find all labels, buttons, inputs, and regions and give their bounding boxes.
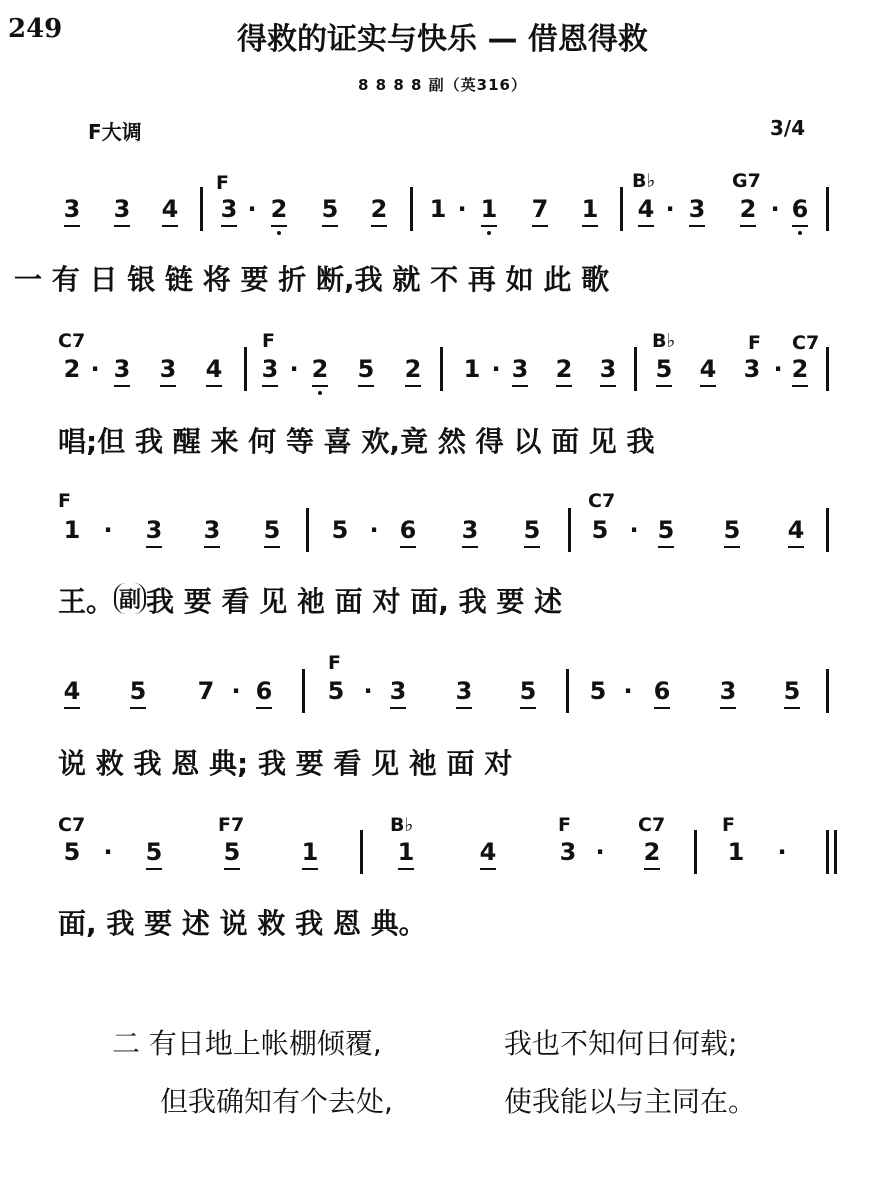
bar-line <box>694 830 697 874</box>
note-underline <box>114 385 130 387</box>
note-underline <box>740 225 756 227</box>
note-underline <box>644 868 660 870</box>
note-1: 1 <box>581 195 599 223</box>
note-underline <box>114 225 130 227</box>
note-underline <box>582 225 598 227</box>
note-6: 6 <box>255 677 273 705</box>
refrain-mark: 副 <box>114 583 146 614</box>
note-1: 1 <box>397 838 415 866</box>
note-5: 5 <box>519 677 537 705</box>
note-5: 5 <box>723 516 741 544</box>
note-1: 1 <box>463 355 481 383</box>
duration-dot: · <box>665 195 675 223</box>
verse2-line2-a: 但我确知有个去处, <box>160 1085 393 1118</box>
note-underline <box>358 385 374 387</box>
note-underline <box>271 225 287 227</box>
note-4: 4 <box>787 516 805 544</box>
duration-dot: · <box>595 838 605 866</box>
bar-line <box>620 187 623 231</box>
chord-symbol: B♭ <box>652 330 676 352</box>
note-underline <box>224 868 240 870</box>
note-underline <box>788 546 804 548</box>
bar-line <box>360 830 363 874</box>
duration-dot: · <box>629 516 639 544</box>
verse2-line2-b: 使我能以与主同在。 <box>504 1085 757 1118</box>
note-2: 2 <box>643 838 661 866</box>
note-3: 3 <box>389 677 407 705</box>
note-2: 2 <box>555 355 573 383</box>
duration-dot: · <box>247 195 257 223</box>
note-3: 3 <box>599 355 617 383</box>
duration-dot: · <box>231 677 241 705</box>
low-octave-dot <box>318 391 322 395</box>
note-underline <box>512 385 528 387</box>
lyric-line-5: 面, 我 要 述 说 救 我 恩 典。 <box>58 907 427 940</box>
note-underline <box>146 868 162 870</box>
chord-symbol: F <box>748 332 761 354</box>
bar-line <box>306 508 309 552</box>
duration-dot: · <box>777 838 787 866</box>
duration-dot: · <box>773 355 783 383</box>
bar-line <box>244 347 247 391</box>
bar-line <box>634 347 637 391</box>
chord-symbol: C7 <box>58 814 86 836</box>
duration-dot: · <box>103 516 113 544</box>
note-underline <box>600 385 616 387</box>
note-1: 1 <box>480 195 498 223</box>
note-underline <box>206 385 222 387</box>
low-octave-dot <box>277 231 281 235</box>
note-underline <box>524 546 540 548</box>
note-underline <box>405 385 421 387</box>
chord-symbol: F <box>58 490 71 512</box>
note-underline <box>146 546 162 548</box>
note-3: 3 <box>743 355 761 383</box>
note-5: 5 <box>129 677 147 705</box>
lyric-line-3-start: 王。 <box>58 585 115 618</box>
note-underline <box>371 225 387 227</box>
note-3: 3 <box>113 195 131 223</box>
note-6: 6 <box>791 195 809 223</box>
note-5: 5 <box>783 677 801 705</box>
note-2: 2 <box>63 355 81 383</box>
note-4: 4 <box>637 195 655 223</box>
note-underline <box>322 225 338 227</box>
chord-symbol: C7 <box>638 814 666 836</box>
note-underline <box>480 868 496 870</box>
note-underline <box>456 707 472 709</box>
note-underline <box>520 707 536 709</box>
note-underline <box>658 546 674 548</box>
note-3: 3 <box>145 516 163 544</box>
note-2: 2 <box>404 355 422 383</box>
note-5: 5 <box>655 355 673 383</box>
lyric-line-1: 一 有 日 银 链 将 要 折 断,我 就 不 再 如 此 歌 <box>14 263 610 296</box>
note-underline <box>638 225 654 227</box>
chord-symbol: B♭ <box>632 170 656 192</box>
note-5: 5 <box>63 838 81 866</box>
note-underline <box>264 546 280 548</box>
note-6: 6 <box>653 677 671 705</box>
bar-line <box>826 669 829 713</box>
chord-symbol: C7 <box>588 490 616 512</box>
note-underline <box>160 385 176 387</box>
note-5: 5 <box>321 195 339 223</box>
note-4: 4 <box>205 355 223 383</box>
note-5: 5 <box>327 677 345 705</box>
bar-line <box>410 187 413 231</box>
note-3: 3 <box>559 838 577 866</box>
hymn-number: 249 <box>8 14 63 44</box>
note-5: 5 <box>591 516 609 544</box>
duration-dot: · <box>103 838 113 866</box>
note-underline <box>700 385 716 387</box>
duration-dot: · <box>457 195 467 223</box>
note-underline <box>792 385 808 387</box>
note-4: 4 <box>479 838 497 866</box>
note-underline <box>556 385 572 387</box>
note-3: 3 <box>688 195 706 223</box>
note-4: 4 <box>63 677 81 705</box>
note-1: 1 <box>727 838 745 866</box>
note-underline <box>720 707 736 709</box>
note-3: 3 <box>455 677 473 705</box>
note-underline <box>784 707 800 709</box>
time-signature: 3/4 <box>770 116 806 140</box>
note-underline <box>532 225 548 227</box>
note-underline <box>162 225 178 227</box>
note-underline <box>724 546 740 548</box>
note-3: 3 <box>719 677 737 705</box>
note-2: 2 <box>270 195 288 223</box>
note-5: 5 <box>523 516 541 544</box>
verse2-line1-b: 我也不知何日何载; <box>504 1027 738 1060</box>
note-2: 2 <box>739 195 757 223</box>
lyric-line-2: 唱;但 我 醒 来 何 等 喜 欢,竟 然 得 以 面 见 我 <box>58 425 655 458</box>
note-5: 5 <box>657 516 675 544</box>
note-underline <box>689 225 705 227</box>
note-underline <box>64 225 80 227</box>
bar-line <box>440 347 443 391</box>
note-underline <box>221 225 237 227</box>
hymn-meter: 8 8 8 8 副（英316） <box>358 76 527 94</box>
chord-symbol: F <box>328 652 341 674</box>
note-1: 1 <box>63 516 81 544</box>
bar-line <box>826 508 829 552</box>
note-5: 5 <box>263 516 281 544</box>
chord-symbol: B♭ <box>390 814 414 836</box>
note-underline <box>656 385 672 387</box>
note-5: 5 <box>357 355 375 383</box>
note-3: 3 <box>511 355 529 383</box>
note-6: 6 <box>399 516 417 544</box>
hymn-title: 得救的证实与快乐 — 借恩得救 <box>237 22 648 57</box>
chord-symbol: F <box>722 814 735 836</box>
chord-symbol: F7 <box>218 814 245 836</box>
note-3: 3 <box>203 516 221 544</box>
note-1: 1 <box>429 195 447 223</box>
lyric-line-4: 说 救 我 恩 典; 我 要 看 见 祂 面 对 <box>58 747 513 780</box>
chord-symbol: C7 <box>58 330 86 352</box>
duration-dot: · <box>770 195 780 223</box>
bar-line <box>200 187 203 231</box>
note-underline <box>400 546 416 548</box>
note-5: 5 <box>331 516 349 544</box>
duration-dot: · <box>623 677 633 705</box>
bar-line <box>568 508 571 552</box>
note-underline <box>462 546 478 548</box>
duration-dot: · <box>363 677 373 705</box>
lyric-line-3-refrain: 我 要 看 见 祂 面 对 面, 我 要 述 <box>146 585 563 618</box>
verse2-line1-a: 二 有日地上帐棚倾覆, <box>112 1027 382 1060</box>
chord-symbol: G7 <box>732 170 761 192</box>
note-underline <box>398 868 414 870</box>
bar-line <box>302 669 305 713</box>
note-5: 5 <box>589 677 607 705</box>
bar-line <box>834 830 837 874</box>
note-underline <box>390 707 406 709</box>
note-4: 4 <box>699 355 717 383</box>
note-underline <box>481 225 497 227</box>
key-signature: F大调 <box>88 120 142 144</box>
note-4: 4 <box>161 195 179 223</box>
bar-line <box>826 347 829 391</box>
note-underline <box>312 385 328 387</box>
bar-line <box>566 669 569 713</box>
duration-dot: · <box>90 355 100 383</box>
duration-dot: · <box>491 355 501 383</box>
note-3: 3 <box>261 355 279 383</box>
note-2: 2 <box>370 195 388 223</box>
note-3: 3 <box>220 195 238 223</box>
lyric-line-3 <box>58 580 562 620</box>
note-2: 2 <box>311 355 329 383</box>
duration-dot: · <box>369 516 379 544</box>
note-5: 5 <box>145 838 163 866</box>
chord-symbol: F <box>558 814 571 836</box>
note-5: 5 <box>223 838 241 866</box>
note-2: 2 <box>791 355 809 383</box>
note-3: 3 <box>63 195 81 223</box>
note-underline <box>256 707 272 709</box>
low-octave-dot <box>798 231 802 235</box>
note-underline <box>262 385 278 387</box>
note-underline <box>64 707 80 709</box>
note-3: 3 <box>461 516 479 544</box>
note-1: 1 <box>301 838 319 866</box>
chord-symbol: F <box>216 172 229 194</box>
low-octave-dot <box>487 231 491 235</box>
bar-line <box>826 830 829 874</box>
note-3: 3 <box>113 355 131 383</box>
chord-symbol: F <box>262 330 275 352</box>
note-underline <box>302 868 318 870</box>
chord-symbol: C7 <box>792 332 820 354</box>
note-underline <box>654 707 670 709</box>
note-7: 7 <box>531 195 549 223</box>
bar-line <box>826 187 829 231</box>
note-3: 3 <box>159 355 177 383</box>
note-underline <box>204 546 220 548</box>
note-underline <box>130 707 146 709</box>
note-7: 7 <box>197 677 215 705</box>
duration-dot: · <box>289 355 299 383</box>
note-underline <box>792 225 808 227</box>
